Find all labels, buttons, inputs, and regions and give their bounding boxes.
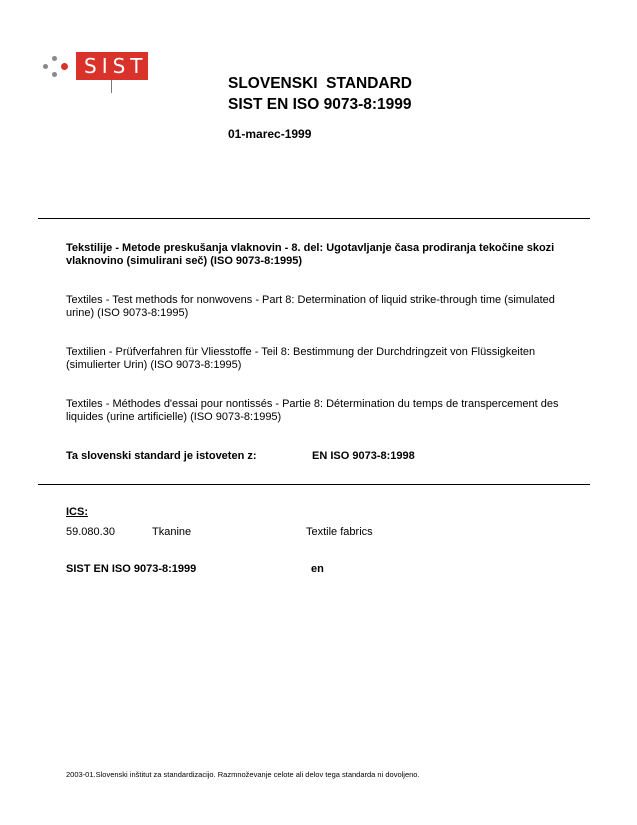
standard-date: 01-marec-1999 xyxy=(228,127,312,141)
logo-dot-icon xyxy=(43,64,48,69)
equivalence-label: Ta slovenski standard je istoveten z: xyxy=(66,450,257,462)
title-german: Textilien - Prüfverfahren für Vliesstoffe - Teil 8: Bestimmung der Durchdringzeit von Flüssigkeiten (simulierter Urin) (ISO 9073-8:1995) xyxy=(66,346,536,371)
logo-divider xyxy=(111,80,112,93)
logo-dot-icon xyxy=(52,56,57,61)
title-slovenian: Tekstilije - Metode preskušanja vlaknovin - 8. del: Ugotavljanje časa prodiranja tekočine skozi vlaknovino (simulirani seč) (ISO 9073-8:1995) xyxy=(66,242,555,267)
copyright-footer: 2003-01.Slovenski inštitut za standardizacijo. Razmnoževanje celote ali delov tega standarda ni dovoljeno. xyxy=(66,770,420,779)
logo-dot-icon xyxy=(61,63,68,70)
logo-dot-icon xyxy=(52,72,57,77)
title-english: Textiles - Test methods for nonwovens - Part 8: Determination of liquid strike-through time (simulated urine) (ISO 9073-8:1995) xyxy=(66,294,555,319)
ics-english: Textile fabrics xyxy=(306,526,373,538)
ics-code: 59.080.30 xyxy=(66,526,115,538)
equivalence-value: EN ISO 9073-8:1998 xyxy=(312,450,415,462)
ics-heading: ICS: xyxy=(66,506,88,518)
bottom-divider xyxy=(38,484,590,485)
ics-slovenian: Tkanine xyxy=(152,526,192,538)
logo-wordmark: SIST xyxy=(76,52,148,80)
standard-number: SIST EN ISO 9073-8:1999 xyxy=(228,96,412,113)
title-french: Textiles - Méthodes d'essai pour nontissés - Partie 8: Détermination du temps de transpercement des liquides (urine artificielle) (ISO 9073-8:1995) xyxy=(66,398,559,423)
document-id: SIST EN ISO 9073-8:1999 xyxy=(66,563,197,575)
standard-heading: SLOVENSKI STANDARD xyxy=(228,75,413,92)
top-divider xyxy=(38,218,590,219)
document-language: en xyxy=(311,563,324,575)
sist-logo xyxy=(38,52,168,94)
